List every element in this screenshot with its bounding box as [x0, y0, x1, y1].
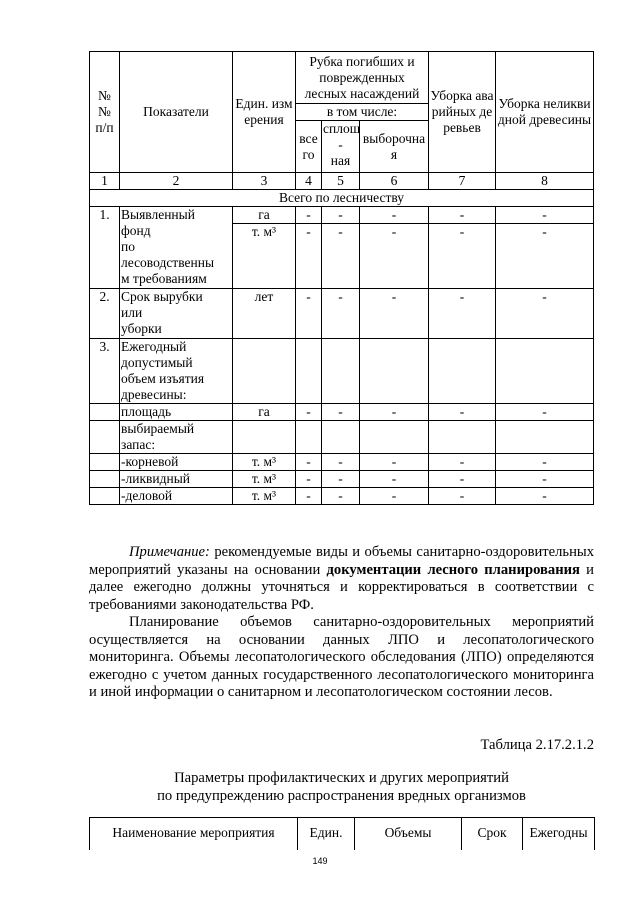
row-num: 1.	[90, 207, 120, 289]
row-unit: га	[233, 207, 296, 224]
dash: -	[360, 289, 429, 339]
row-label: Срок вырубки или уборки	[120, 289, 233, 339]
dash: -	[296, 224, 322, 289]
row-unit: лет	[233, 289, 296, 339]
header-emergency: Уборка аварийных деревьев	[429, 52, 496, 173]
note-paragraph	[89, 544, 594, 614]
col-num: 5	[322, 173, 360, 190]
dash: -	[429, 404, 496, 421]
table-caption: Таблица 2.17.2.1.2	[480, 737, 594, 753]
dash: -	[322, 289, 360, 339]
header-selective: выборочная	[360, 121, 429, 173]
row-label: -деловой	[120, 488, 233, 505]
header-felling: Рубка погибших и поврежденных лесных насаждений	[296, 52, 429, 104]
table-row	[90, 404, 594, 421]
dash: -	[322, 488, 360, 505]
dash: -	[322, 224, 360, 289]
table-row	[90, 421, 594, 454]
header-clear: сплош - ная	[322, 121, 360, 173]
dash: -	[429, 224, 496, 289]
bottom-header-name: Наименование мероприятия	[90, 818, 298, 851]
row-label: площадь	[120, 404, 233, 421]
row-label: Выявленный фонд по лесоводственны м требованиям	[120, 207, 233, 289]
header-nonliquid: Уборка неликвидной древесины	[496, 52, 594, 173]
dash: -	[360, 471, 429, 488]
col-num: 2	[120, 173, 233, 190]
dash: -	[496, 207, 594, 224]
row-unit: т. м³	[233, 224, 296, 289]
note-label: Примечание:	[129, 544, 210, 560]
dash: -	[360, 207, 429, 224]
dash: -	[296, 488, 322, 505]
table-row	[90, 488, 594, 505]
table-row	[90, 454, 594, 471]
dash: -	[322, 471, 360, 488]
bottom-table	[89, 817, 595, 850]
row-label: Ежегодный допустимый объем изъятия древесины:	[120, 339, 233, 404]
table-title-line1: Параметры профилактических и других мероприятий	[174, 770, 509, 786]
dash: -	[322, 404, 360, 421]
dash: -	[360, 224, 429, 289]
bottom-header-volume: Объемы	[355, 818, 462, 851]
dash: -	[496, 471, 594, 488]
table-title-line2: по предупреждению распространения вредных организмов	[157, 788, 526, 804]
note-text-b: и далее ежегодно должны уточняться и корректироваться в соответствии с требованиями законодательства РФ.	[89, 561, 594, 613]
header-unit: Един. измерения	[233, 52, 296, 173]
table-row	[90, 471, 594, 488]
note-bold: документации лесного планирования	[326, 561, 580, 578]
table-row	[90, 339, 594, 404]
dash: -	[296, 289, 322, 339]
row-unit: т. м³	[233, 471, 296, 488]
dash: -	[296, 404, 322, 421]
dash: -	[429, 488, 496, 505]
dash: -	[429, 471, 496, 488]
table-row	[90, 207, 594, 224]
dash: -	[322, 454, 360, 471]
col-num: 1	[90, 173, 120, 190]
dash: -	[360, 454, 429, 471]
row-unit: га	[233, 404, 296, 421]
col-num: 3	[233, 173, 296, 190]
dash: -	[296, 471, 322, 488]
col-num: 4	[296, 173, 322, 190]
dash: -	[296, 207, 322, 224]
row-label: -ликвидный	[120, 471, 233, 488]
dash: -	[360, 488, 429, 505]
dash: -	[296, 454, 322, 471]
column-numbers-row	[90, 173, 594, 190]
row-label: выбираемый запас:	[120, 421, 233, 454]
row-num: 2.	[90, 289, 120, 339]
col-num: 8	[496, 173, 594, 190]
dash: -	[429, 289, 496, 339]
row-label: -корневой	[120, 454, 233, 471]
table-row	[90, 289, 594, 339]
dash: -	[496, 454, 594, 471]
col-num: 6	[360, 173, 429, 190]
section-title: Всего по лесничеству	[90, 190, 594, 207]
dash: -	[429, 454, 496, 471]
header-including: в том числе:	[296, 104, 429, 121]
page-number: 149	[312, 856, 328, 866]
dash: -	[429, 207, 496, 224]
dash: -	[360, 404, 429, 421]
dash: -	[322, 207, 360, 224]
body-paragraph: Планирование объемов санитарно-оздоровительных мероприятий осуществляется на основании данных ЛПО и лесопатологического мониторинга. Объемы лесопатологического обследования (ЛПО) определяются ежегодно с учетом данных государственного лесопатологического мониторинга и иной информации о санитарном и лесопатологическом состоянии лесов.	[89, 614, 594, 700]
dash: -	[496, 289, 594, 339]
bottom-header-unit: Един.	[298, 818, 355, 851]
dash: -	[496, 404, 594, 421]
header-total: всего	[296, 121, 322, 173]
bottom-header-annual: Ежегодны	[523, 818, 595, 851]
note-text-a: рекомендуемые виды и объемы санитарно-оздоровительных мероприятий указаны на основании	[89, 544, 594, 578]
col-num: 7	[429, 173, 496, 190]
row-num: 3.	[90, 339, 120, 404]
row-unit: т. м³	[233, 454, 296, 471]
main-table	[89, 51, 594, 505]
bottom-header-term: Срок	[462, 818, 523, 851]
header-indicators: Показатели	[120, 52, 233, 173]
row-unit: т. м³	[233, 488, 296, 505]
header-num: № № п/п	[90, 52, 120, 173]
dash: -	[496, 224, 594, 289]
dash: -	[496, 488, 594, 505]
